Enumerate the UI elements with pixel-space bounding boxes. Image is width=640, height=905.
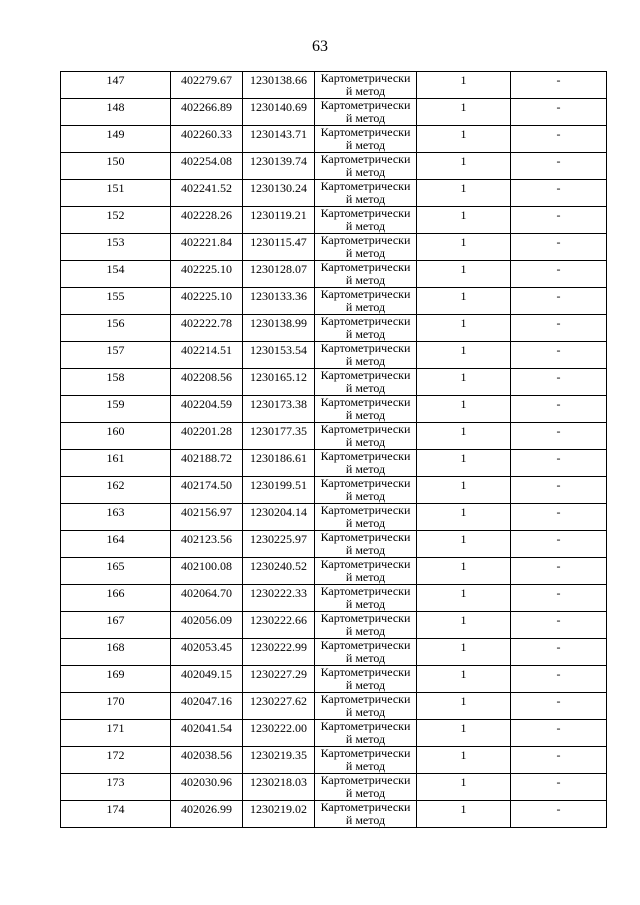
note-cell: - (511, 774, 607, 801)
page-number: 63 (312, 38, 328, 55)
note-cell: - (511, 504, 607, 531)
method-line-2: й метод (345, 408, 386, 422)
note-cell: - (511, 261, 607, 288)
accuracy-cell: 1 (417, 207, 511, 234)
accuracy-cell: 1 (417, 531, 511, 558)
point-number-cell: 172 (61, 747, 171, 774)
accuracy-cell: 1 (417, 450, 511, 477)
method-cell (315, 531, 417, 558)
point-number-cell: 174 (61, 801, 171, 828)
method-line-1: Картометрически (320, 233, 411, 247)
note-cell: - (511, 315, 607, 342)
table-row (61, 693, 607, 720)
method-cell (315, 801, 417, 828)
method-line-2: й метод (345, 246, 386, 260)
note-cell: - (511, 234, 607, 261)
table-row (61, 396, 607, 423)
method-line-2: й метод (345, 300, 386, 314)
accuracy-cell: 1 (417, 342, 511, 369)
x-coordinate-cell: 402174.50 (171, 477, 243, 504)
x-coordinate-cell: 402225.10 (171, 288, 243, 315)
point-number-cell: 163 (61, 504, 171, 531)
y-coordinate-cell: 1230119.21 (243, 207, 315, 234)
y-coordinate-cell: 1230115.47 (243, 234, 315, 261)
y-coordinate-cell: 1230227.29 (243, 666, 315, 693)
note-cell: - (511, 288, 607, 315)
point-number-cell: 156 (61, 315, 171, 342)
method-line-2: й метод (345, 462, 386, 476)
x-coordinate-cell: 402214.51 (171, 342, 243, 369)
table-row (61, 180, 607, 207)
note-cell: - (511, 207, 607, 234)
y-coordinate-cell: 1230153.54 (243, 342, 315, 369)
note-cell: - (511, 180, 607, 207)
x-coordinate-cell: 402201.28 (171, 423, 243, 450)
point-number-cell: 151 (61, 180, 171, 207)
method-line-1: Картометрически (320, 152, 411, 166)
accuracy-cell: 1 (417, 261, 511, 288)
table-row (61, 234, 607, 261)
method-cell (315, 693, 417, 720)
point-number-cell: 173 (61, 774, 171, 801)
accuracy-cell: 1 (417, 126, 511, 153)
method-cell (315, 612, 417, 639)
accuracy-cell: 1 (417, 504, 511, 531)
note-cell: - (511, 153, 607, 180)
method-line-1: Картометрически (320, 638, 411, 652)
x-coordinate-cell: 402030.96 (171, 774, 243, 801)
y-coordinate-cell: 1230222.66 (243, 612, 315, 639)
method-cell (315, 315, 417, 342)
method-line-1: Картометрически (320, 449, 411, 463)
table-row (61, 585, 607, 612)
method-cell (315, 720, 417, 747)
y-coordinate-cell: 1230143.71 (243, 126, 315, 153)
method-line-1: Картометрически (320, 584, 411, 598)
point-number-cell: 150 (61, 153, 171, 180)
method-line-1: Картометрически (320, 314, 411, 328)
method-line-2: й метод (345, 597, 386, 611)
table-row (61, 423, 607, 450)
accuracy-cell: 1 (417, 234, 511, 261)
method-cell (315, 558, 417, 585)
note-cell: - (511, 396, 607, 423)
point-number-cell: 167 (61, 612, 171, 639)
y-coordinate-cell: 1230204.14 (243, 504, 315, 531)
table-row (61, 72, 607, 99)
method-cell (315, 288, 417, 315)
x-coordinate-cell: 402221.84 (171, 234, 243, 261)
method-cell (315, 342, 417, 369)
note-cell: - (511, 612, 607, 639)
y-coordinate-cell: 1230133.36 (243, 288, 315, 315)
table-row (61, 342, 607, 369)
method-line-2: й метод (345, 651, 386, 665)
x-coordinate-cell: 402222.78 (171, 315, 243, 342)
method-cell (315, 369, 417, 396)
accuracy-cell: 1 (417, 720, 511, 747)
method-line-2: й метод (345, 570, 386, 584)
method-cell (315, 504, 417, 531)
x-coordinate-cell: 402049.15 (171, 666, 243, 693)
method-line-2: й метод (345, 516, 386, 530)
method-cell (315, 423, 417, 450)
point-number-cell: 158 (61, 369, 171, 396)
accuracy-cell: 1 (417, 666, 511, 693)
table-row (61, 369, 607, 396)
method-line-2: й метод (345, 138, 386, 152)
y-coordinate-cell: 1230227.62 (243, 693, 315, 720)
method-line-2: й метод (345, 543, 386, 557)
accuracy-cell: 1 (417, 747, 511, 774)
x-coordinate-cell: 402254.08 (171, 153, 243, 180)
table-row (61, 261, 607, 288)
note-cell: - (511, 450, 607, 477)
method-line-1: Картометрически (320, 665, 411, 679)
table-row (61, 288, 607, 315)
y-coordinate-cell: 1230139.74 (243, 153, 315, 180)
method-cell (315, 261, 417, 288)
method-line-2: й метод (345, 705, 386, 719)
point-number-cell: 154 (61, 261, 171, 288)
accuracy-cell: 1 (417, 423, 511, 450)
x-coordinate-cell: 402026.99 (171, 801, 243, 828)
accuracy-cell: 1 (417, 396, 511, 423)
accuracy-cell: 1 (417, 801, 511, 828)
accuracy-cell: 1 (417, 288, 511, 315)
x-coordinate-cell: 402056.09 (171, 612, 243, 639)
method-line-1: Картометрически (320, 368, 411, 382)
table-row (61, 612, 607, 639)
note-cell: - (511, 801, 607, 828)
y-coordinate-cell: 1230138.99 (243, 315, 315, 342)
method-line-1: Картометрически (320, 719, 411, 733)
table-row (61, 666, 607, 693)
method-cell (315, 99, 417, 126)
x-coordinate-cell: 402064.70 (171, 585, 243, 612)
method-cell (315, 666, 417, 693)
accuracy-cell: 1 (417, 693, 511, 720)
table-row (61, 99, 607, 126)
table-row (61, 315, 607, 342)
table-row (61, 801, 607, 828)
note-cell: - (511, 666, 607, 693)
note-cell: - (511, 126, 607, 153)
accuracy-cell: 1 (417, 612, 511, 639)
method-line-1: Картометрически (320, 746, 411, 760)
method-line-1: Картометрически (320, 773, 411, 787)
method-line-1: Картометрически (320, 692, 411, 706)
x-coordinate-cell: 402225.10 (171, 261, 243, 288)
note-cell: - (511, 369, 607, 396)
y-coordinate-cell: 1230240.52 (243, 558, 315, 585)
method-line-1: Картометрически (320, 422, 411, 436)
x-coordinate-cell: 402047.16 (171, 693, 243, 720)
method-cell (315, 207, 417, 234)
table-row (61, 477, 607, 504)
y-coordinate-cell: 1230219.02 (243, 801, 315, 828)
note-cell: - (511, 423, 607, 450)
method-cell (315, 126, 417, 153)
method-line-2: й метод (345, 489, 386, 503)
y-coordinate-cell: 1230177.35 (243, 423, 315, 450)
method-line-1: Картометрически (320, 800, 411, 814)
point-number-cell: 166 (61, 585, 171, 612)
accuracy-cell: 1 (417, 315, 511, 342)
method-line-2: й метод (345, 273, 386, 287)
note-cell: - (511, 639, 607, 666)
accuracy-cell: 1 (417, 180, 511, 207)
method-line-1: Картометрически (320, 395, 411, 409)
method-line-1: Картометрически (320, 503, 411, 517)
method-line-2: й метод (345, 192, 386, 206)
y-coordinate-cell: 1230130.24 (243, 180, 315, 207)
y-coordinate-cell: 1230138.66 (243, 72, 315, 99)
x-coordinate-cell: 402208.56 (171, 369, 243, 396)
method-line-2: й метод (345, 381, 386, 395)
point-number-cell: 170 (61, 693, 171, 720)
point-number-cell: 164 (61, 531, 171, 558)
accuracy-cell: 1 (417, 477, 511, 504)
x-coordinate-cell: 402266.89 (171, 99, 243, 126)
y-coordinate-cell: 1230165.12 (243, 369, 315, 396)
method-line-1: Картометрически (320, 530, 411, 544)
table-row (61, 558, 607, 585)
note-cell: - (511, 72, 607, 99)
point-number-cell: 171 (61, 720, 171, 747)
table-row (61, 450, 607, 477)
method-cell (315, 477, 417, 504)
method-cell (315, 774, 417, 801)
table-row (61, 747, 607, 774)
method-line-2: й метод (345, 327, 386, 341)
point-number-cell: 152 (61, 207, 171, 234)
note-cell: - (511, 531, 607, 558)
point-number-cell: 155 (61, 288, 171, 315)
accuracy-cell: 1 (417, 72, 511, 99)
method-cell (315, 234, 417, 261)
point-number-cell: 157 (61, 342, 171, 369)
x-coordinate-cell: 402204.59 (171, 396, 243, 423)
point-number-cell: 147 (61, 72, 171, 99)
method-line-1: Картометрически (320, 557, 411, 571)
method-line-1: Картометрически (320, 71, 411, 85)
method-cell (315, 72, 417, 99)
method-line-2: й метод (345, 759, 386, 773)
method-line-1: Картометрически (320, 179, 411, 193)
table-row (61, 774, 607, 801)
point-number-cell: 168 (61, 639, 171, 666)
point-number-cell: 149 (61, 126, 171, 153)
method-line-1: Картометрически (320, 125, 411, 139)
note-cell: - (511, 477, 607, 504)
y-coordinate-cell: 1230186.61 (243, 450, 315, 477)
accuracy-cell: 1 (417, 639, 511, 666)
y-coordinate-cell: 1230222.33 (243, 585, 315, 612)
point-number-cell: 159 (61, 396, 171, 423)
y-coordinate-cell: 1230218.03 (243, 774, 315, 801)
method-line-1: Картометрически (320, 341, 411, 355)
note-cell: - (511, 99, 607, 126)
point-number-cell: 161 (61, 450, 171, 477)
point-number-cell: 148 (61, 99, 171, 126)
y-coordinate-cell: 1230173.38 (243, 396, 315, 423)
x-coordinate-cell: 402241.52 (171, 180, 243, 207)
accuracy-cell: 1 (417, 369, 511, 396)
accuracy-cell: 1 (417, 99, 511, 126)
method-line-2: й метод (345, 354, 386, 368)
note-cell: - (511, 720, 607, 747)
x-coordinate-cell: 402100.08 (171, 558, 243, 585)
x-coordinate-cell: 402228.26 (171, 207, 243, 234)
method-line-2: й метод (345, 624, 386, 638)
x-coordinate-cell: 402038.56 (171, 747, 243, 774)
x-coordinate-cell: 402279.67 (171, 72, 243, 99)
y-coordinate-cell: 1230140.69 (243, 99, 315, 126)
method-cell (315, 396, 417, 423)
accuracy-cell: 1 (417, 774, 511, 801)
method-cell (315, 585, 417, 612)
method-line-2: й метод (345, 111, 386, 125)
y-coordinate-cell: 1230225.97 (243, 531, 315, 558)
x-coordinate-cell: 402188.72 (171, 450, 243, 477)
method-line-1: Картометрически (320, 206, 411, 220)
y-coordinate-cell: 1230222.99 (243, 639, 315, 666)
point-number-cell: 169 (61, 666, 171, 693)
note-cell: - (511, 585, 607, 612)
method-line-1: Картометрически (320, 476, 411, 490)
method-line-2: й метод (345, 678, 386, 692)
point-number-cell: 162 (61, 477, 171, 504)
table-row (61, 531, 607, 558)
x-coordinate-cell: 402156.97 (171, 504, 243, 531)
method-line-2: й метод (345, 84, 386, 98)
method-line-1: Картометрически (320, 287, 411, 301)
table-row (61, 153, 607, 180)
point-number-cell: 165 (61, 558, 171, 585)
method-line-1: Картометрически (320, 260, 411, 274)
y-coordinate-cell: 1230219.35 (243, 747, 315, 774)
accuracy-cell: 1 (417, 153, 511, 180)
coordinates-table (60, 71, 607, 828)
y-coordinate-cell: 1230222.00 (243, 720, 315, 747)
coordinates-table-body (61, 72, 607, 828)
method-line-2: й метод (345, 732, 386, 746)
method-line-2: й метод (345, 165, 386, 179)
y-coordinate-cell: 1230199.51 (243, 477, 315, 504)
method-cell (315, 153, 417, 180)
method-cell (315, 639, 417, 666)
table-row (61, 207, 607, 234)
method-line-1: Картометрически (320, 611, 411, 625)
x-coordinate-cell: 402053.45 (171, 639, 243, 666)
method-cell (315, 180, 417, 207)
note-cell: - (511, 558, 607, 585)
x-coordinate-cell: 402041.54 (171, 720, 243, 747)
note-cell: - (511, 342, 607, 369)
method-line-2: й метод (345, 219, 386, 233)
note-cell: - (511, 693, 607, 720)
x-coordinate-cell: 402260.33 (171, 126, 243, 153)
table-row (61, 639, 607, 666)
method-cell (315, 747, 417, 774)
table-row (61, 720, 607, 747)
point-number-cell: 153 (61, 234, 171, 261)
method-line-2: й метод (345, 786, 386, 800)
method-line-1: Картометрически (320, 98, 411, 112)
method-line-2: й метод (345, 813, 386, 827)
table-row (61, 126, 607, 153)
accuracy-cell: 1 (417, 585, 511, 612)
accuracy-cell: 1 (417, 558, 511, 585)
y-coordinate-cell: 1230128.07 (243, 261, 315, 288)
method-cell (315, 450, 417, 477)
method-line-2: й метод (345, 435, 386, 449)
point-number-cell: 160 (61, 423, 171, 450)
table-row (61, 504, 607, 531)
x-coordinate-cell: 402123.56 (171, 531, 243, 558)
note-cell: - (511, 747, 607, 774)
